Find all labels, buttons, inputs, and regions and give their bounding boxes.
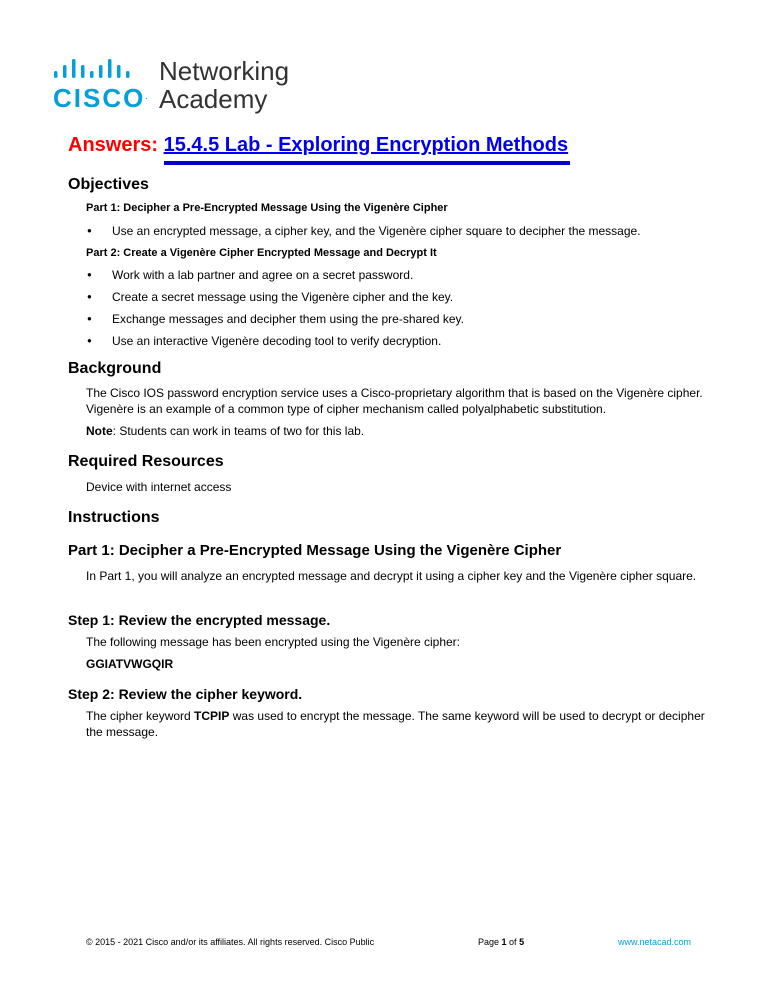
document-title (68, 134, 568, 157)
step2-heading: Step 2: Review the cipher keyword. (68, 686, 303, 702)
objectives-part2-list (86, 267, 464, 355)
step1-heading: Step 1: Review the encrypted message. (68, 612, 331, 628)
instructions-heading: Instructions (68, 509, 160, 526)
encrypted-message: GGIATVWGQIR (86, 657, 174, 671)
step1-text: The following message has been encrypted using the Vigenère cipher: (86, 635, 461, 649)
note-text: : Students can work in teams of two for this lab. (112, 424, 365, 438)
step2-text: The cipher keyword TCPIP was used to encrypt the message. The same keyword will be used to decrypt or decipher the message. (86, 709, 705, 739)
objectives-part2-title: Part 2: Create a Vigenère Cipher Encrypted Message and Decrypt It (86, 247, 437, 259)
list-item: ● Create a secret message using the Vigenère cipher and the key. (86, 289, 464, 311)
part1-heading: Part 1: Decipher a Pre-Encrypted Message Using the Vigenère Cipher (68, 542, 562, 559)
cisco-wordmark: CISCO. (53, 83, 148, 113)
title-underline (164, 161, 570, 165)
logo-networking-text: Networking (159, 56, 290, 86)
objectives-part1-list (86, 223, 641, 245)
note-label: Note (86, 424, 113, 438)
part1-text: In Part 1, you will analyze an encrypted message and decrypt it using a cipher key and the Vigenère cipher square. (86, 569, 697, 583)
list-item: ● Work with a lab partner and agree on a secret password. (86, 267, 464, 289)
logo-academy-text: Academy (159, 84, 268, 114)
list-item: ● Exchange messages and decipher them using the pre-shared key. (86, 311, 464, 333)
objectives-part1-title: Part 1: Decipher a Pre-Encrypted Message Using the Vigenère Cipher (86, 202, 448, 214)
resources-text: Device with internet access (86, 480, 232, 494)
objectives-heading: Objectives (68, 176, 149, 193)
cisco-bridge-bars-icon (53, 58, 153, 82)
cisco-networking-academy-logo (53, 58, 313, 114)
cipher-keyword: TCPIP (194, 709, 230, 723)
background-note (86, 423, 364, 439)
resources-heading: Required Resources (68, 453, 224, 470)
footer-copyright: © 2015 - 2021 Cisco and/or its affiliates. All rights reserved. Cisco Public (86, 937, 375, 947)
list-item: ● Use an interactive Vigenère decoding tool to verify decryption. (86, 333, 464, 355)
background-heading: Background (68, 360, 162, 377)
footer-page-number: Page 1 of 5 (478, 937, 525, 947)
background-text: The Cisco IOS password encryption service uses a Cisco-proprietary algorithm that is based on the Vigenère cipher. Vigenère is an example of a common type of cipher mechanism called polyalphabetic substitution. (86, 386, 703, 416)
footer-url-link[interactable]: www.netacad.com (618, 937, 692, 947)
lab-title-link[interactable]: 15.4.5 Lab - Exploring Encryption Methods (163, 134, 569, 156)
answers-prefix: Answers: (68, 134, 159, 156)
list-item: ● Use an encrypted message, a cipher key, and the Vigenère cipher square to decipher the message. (86, 223, 641, 245)
